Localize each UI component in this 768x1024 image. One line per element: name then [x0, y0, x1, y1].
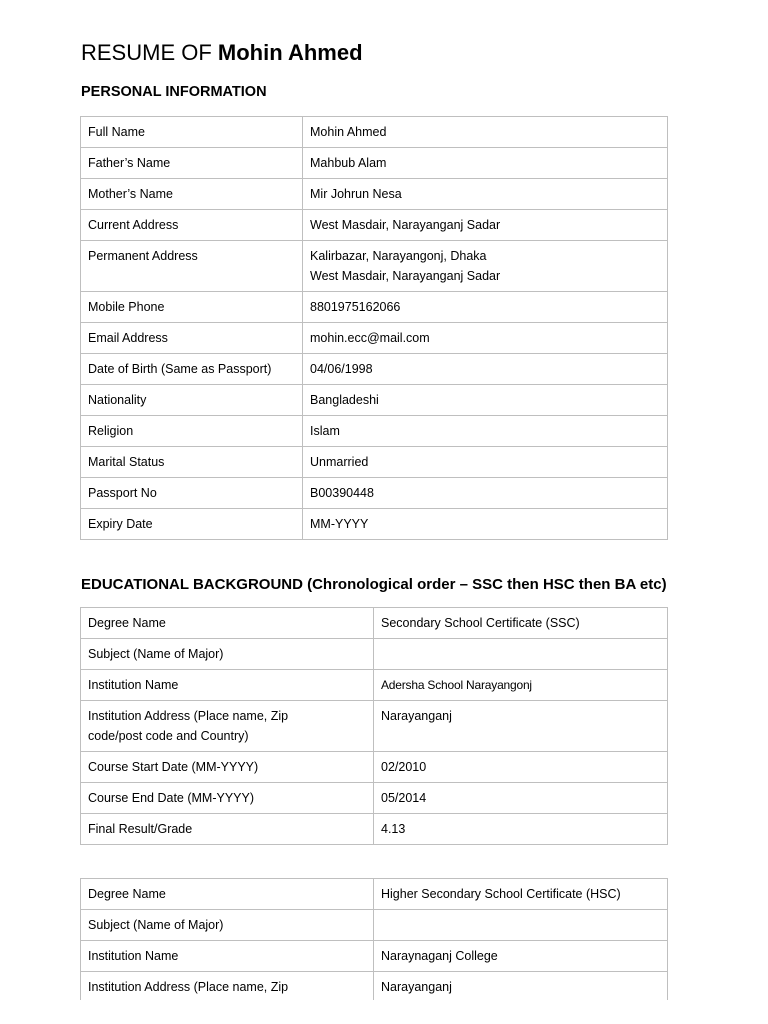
title-prefix: RESUME OF [81, 40, 212, 65]
table-row [81, 179, 668, 210]
field-value: B00390448 [303, 478, 668, 509]
table-row [81, 447, 668, 478]
field-label: Institution Address (Place name, Zip code/post code and Country) [81, 701, 374, 752]
field-label: Course Start Date (MM-YYYY) [81, 752, 374, 783]
page-bottom-edge [0, 1000, 768, 1024]
field-label: Full Name [81, 117, 303, 148]
table-row [81, 972, 668, 1003]
field-label: Institution Name [81, 941, 374, 972]
table-row [81, 783, 668, 814]
field-label: Religion [81, 416, 303, 447]
personal-information-heading: PERSONAL INFORMATION [81, 84, 267, 100]
field-label: Institution Name [81, 670, 374, 701]
title-name: Mohin Ahmed [217, 40, 363, 65]
field-value: Higher Secondary School Certificate (HSC) [374, 879, 668, 910]
field-value [374, 639, 668, 670]
field-label: Permanent Address [81, 241, 303, 292]
field-value: Adersha School Narayangonj [374, 670, 668, 701]
field-label: Father’s Name [81, 148, 303, 179]
field-label: Current Address [81, 210, 303, 241]
table-row [81, 814, 668, 845]
table-row [81, 670, 668, 701]
field-label: Institution Address (Place name, Zip [81, 972, 374, 1003]
field-value: Unmarried [303, 447, 668, 478]
field-value: Islam [303, 416, 668, 447]
table-row [81, 385, 668, 416]
table-row [81, 639, 668, 670]
field-value [374, 910, 668, 941]
table-row [81, 148, 668, 179]
table-row [81, 241, 668, 292]
field-value: Mohin Ahmed [303, 117, 668, 148]
field-value: 05/2014 [374, 783, 668, 814]
field-label: Email Address [81, 323, 303, 354]
field-label: Final Result/Grade [81, 814, 374, 845]
field-value: Narayanganj [374, 972, 668, 1003]
table-row [81, 701, 668, 752]
ssc-education-table [80, 607, 668, 845]
table-row [81, 941, 668, 972]
table-row [81, 879, 668, 910]
resume-title [81, 38, 363, 68]
educational-background-heading: EDUCATIONAL BACKGROUND (Chronological order – SSC then HSC then BA etc) [81, 576, 667, 593]
personal-information-table [80, 116, 668, 540]
field-value: Narayanganj [374, 701, 668, 752]
table-row [81, 509, 668, 540]
table-row [81, 117, 668, 148]
field-label: Mobile Phone [81, 292, 303, 323]
field-label: Subject (Name of Major) [81, 639, 374, 670]
table-row [81, 323, 668, 354]
field-label: Degree Name [81, 608, 374, 639]
field-label: Degree Name [81, 879, 374, 910]
field-label: Expiry Date [81, 509, 303, 540]
table-row [81, 752, 668, 783]
field-value: Bangladeshi [303, 385, 668, 416]
field-label: Nationality [81, 385, 303, 416]
field-label: Passport No [81, 478, 303, 509]
table-row [81, 292, 668, 323]
hsc-education-table [80, 878, 668, 1003]
field-value: Naraynaganj College [374, 941, 668, 972]
table-row [81, 608, 668, 639]
table-row [81, 354, 668, 385]
field-value: West Masdair, Narayanganj Sadar [303, 210, 668, 241]
field-label: Marital Status [81, 447, 303, 478]
field-label: Date of Birth (Same as Passport) [81, 354, 303, 385]
field-value: 02/2010 [374, 752, 668, 783]
field-label: Mother’s Name [81, 179, 303, 210]
field-label: Course End Date (MM-YYYY) [81, 783, 374, 814]
field-value: Secondary School Certificate (SSC) [374, 608, 668, 639]
table-row [81, 910, 668, 941]
field-label: Subject (Name of Major) [81, 910, 374, 941]
table-row [81, 478, 668, 509]
field-value: 8801975162066 [303, 292, 668, 323]
field-value: Mahbub Alam [303, 148, 668, 179]
field-value: Mir Johrun Nesa [303, 179, 668, 210]
field-value: mohin.ecc@mail.com [303, 323, 668, 354]
field-value: Kalirbazar, Narayangonj, Dhaka West Masdair, Narayanganj Sadar [303, 241, 668, 292]
field-value: 04/06/1998 [303, 354, 668, 385]
field-value: MM-YYYY [303, 509, 668, 540]
table-row [81, 210, 668, 241]
table-row [81, 416, 668, 447]
field-value: 4.13 [374, 814, 668, 845]
